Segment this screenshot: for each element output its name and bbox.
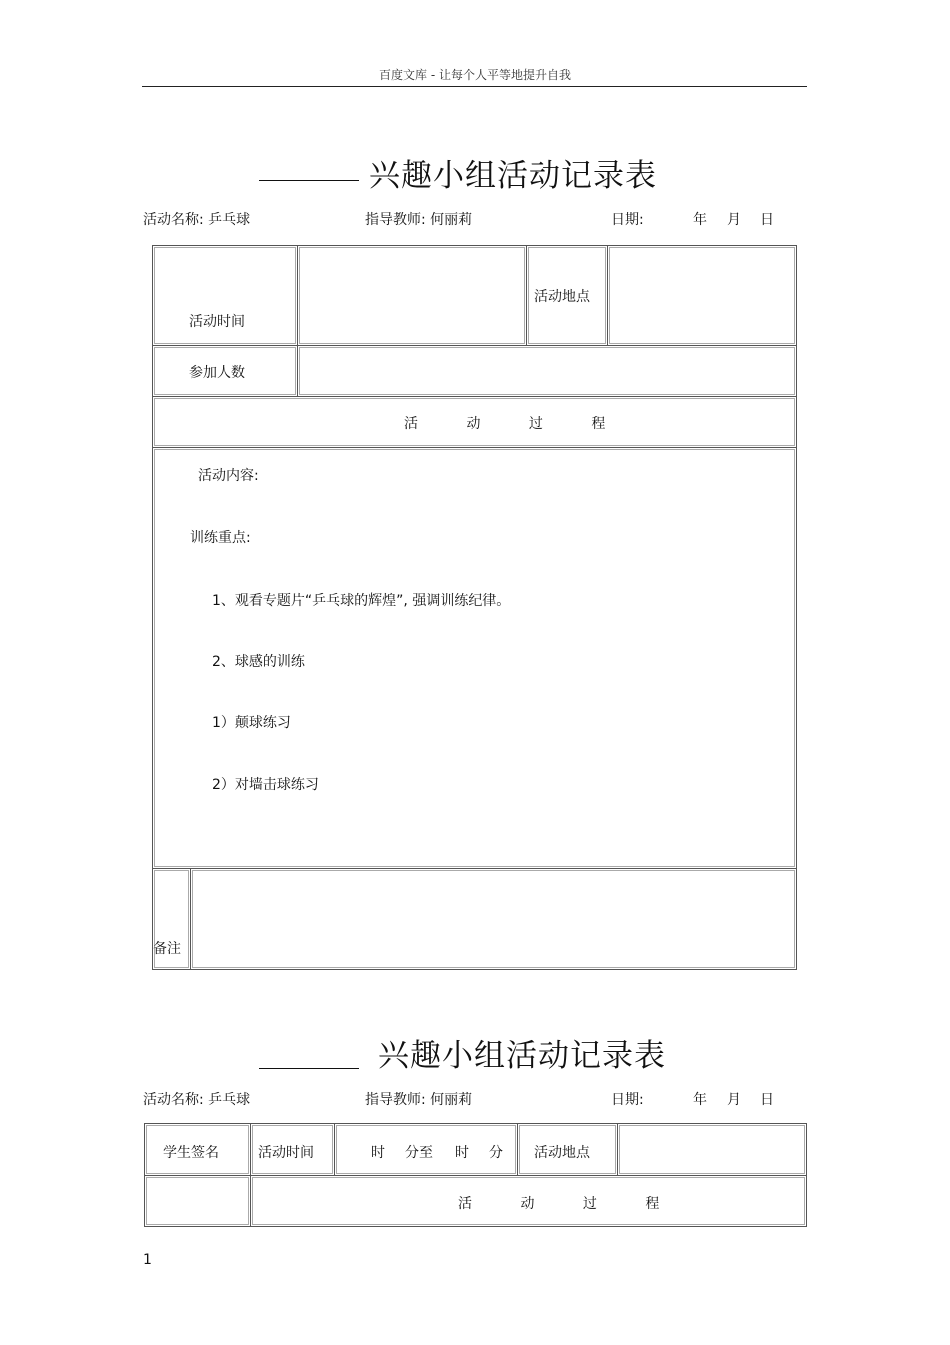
form2-location-value-cell[interactable] — [617, 1123, 807, 1176]
form1-participants-label-cell — [152, 345, 298, 397]
form2-activity-name: 活动名称: 乒乓球 — [143, 1092, 251, 1108]
form1-participants-label: 参加人数 — [189, 365, 245, 381]
form2-location-label: 活动地点 — [534, 1145, 590, 1161]
page-number: 1 — [143, 1252, 152, 1268]
form1-date-label: 日期: — [611, 212, 644, 228]
form2-time-minute-to: 分至 — [405, 1145, 433, 1161]
form1-date-month: 月 — [727, 212, 741, 228]
form2-student-sign-label: 学生签名 — [163, 1145, 219, 1161]
form1-item: 2）对墙击球练习 — [212, 777, 319, 793]
form1-item: 2、球感的训练 — [212, 654, 305, 670]
form1-remarks-value-cell[interactable] — [190, 868, 797, 970]
form2-date-day: 日 — [760, 1092, 774, 1108]
form2-time-label: 活动时间 — [258, 1145, 314, 1161]
form2-time-range-cell[interactable] — [334, 1123, 518, 1176]
form1-process-label: 活 动 过 程 — [404, 416, 628, 432]
title-blank-line — [259, 1068, 359, 1069]
form2-date-label: 日期: — [611, 1092, 644, 1108]
form1-process-header-cell — [152, 396, 797, 448]
form1-title: 兴趣小组活动记录表 — [369, 158, 657, 194]
form2-process-label: 活 动 过 程 — [458, 1196, 682, 1212]
form2-date-year: 年 — [693, 1092, 707, 1108]
form2-time-hour: 时 — [455, 1145, 469, 1161]
form2-sign-value-cell[interactable] — [144, 1175, 251, 1227]
header-divider — [142, 86, 807, 87]
form1-content-cell[interactable] — [152, 447, 797, 869]
form1-item: 1、观看专题片“乒乓球的辉煌”, 强调训练纪律。 — [212, 593, 511, 609]
form1-content-label: 活动内容: — [198, 468, 259, 484]
form2-student-sign-label-cell — [144, 1123, 251, 1176]
form2-date-month: 月 — [727, 1092, 741, 1108]
form1-remarks-label-cell — [152, 868, 191, 970]
form1-time-label-cell — [152, 245, 298, 346]
form1-focus-label: 训练重点: — [190, 530, 251, 546]
form1-time-value-cell[interactable] — [297, 245, 527, 346]
form1-location-label-cell — [526, 245, 608, 346]
form2-location-label-cell — [517, 1123, 618, 1176]
form1-date-day: 日 — [760, 212, 774, 228]
form1-location-label: 活动地点 — [534, 289, 590, 305]
form2-title: 兴趣小组活动记录表 — [378, 1038, 666, 1074]
page-header-text: 百度文库 - 让每个人平等地提升自我 — [379, 68, 571, 82]
form2-teacher: 指导教师: 何丽莉 — [365, 1092, 473, 1108]
form1-participants-value-cell[interactable] — [297, 345, 797, 397]
form2-time-hour: 时 — [371, 1145, 385, 1161]
form2-time-label-cell — [250, 1123, 335, 1176]
form2-process-header-cell — [250, 1175, 807, 1227]
title-blank-line — [259, 180, 359, 181]
form1-remarks-label: 备注 — [153, 941, 181, 957]
form1-date-year: 年 — [693, 212, 707, 228]
form2-time-minute: 分 — [489, 1145, 503, 1161]
form1-item: 1）颠球练习 — [212, 715, 291, 731]
form1-activity-name: 活动名称: 乒乓球 — [143, 212, 251, 228]
form1-teacher: 指导教师: 何丽莉 — [365, 212, 473, 228]
form1-location-value-cell[interactable] — [607, 245, 797, 346]
form1-time-label: 活动时间 — [189, 314, 245, 330]
